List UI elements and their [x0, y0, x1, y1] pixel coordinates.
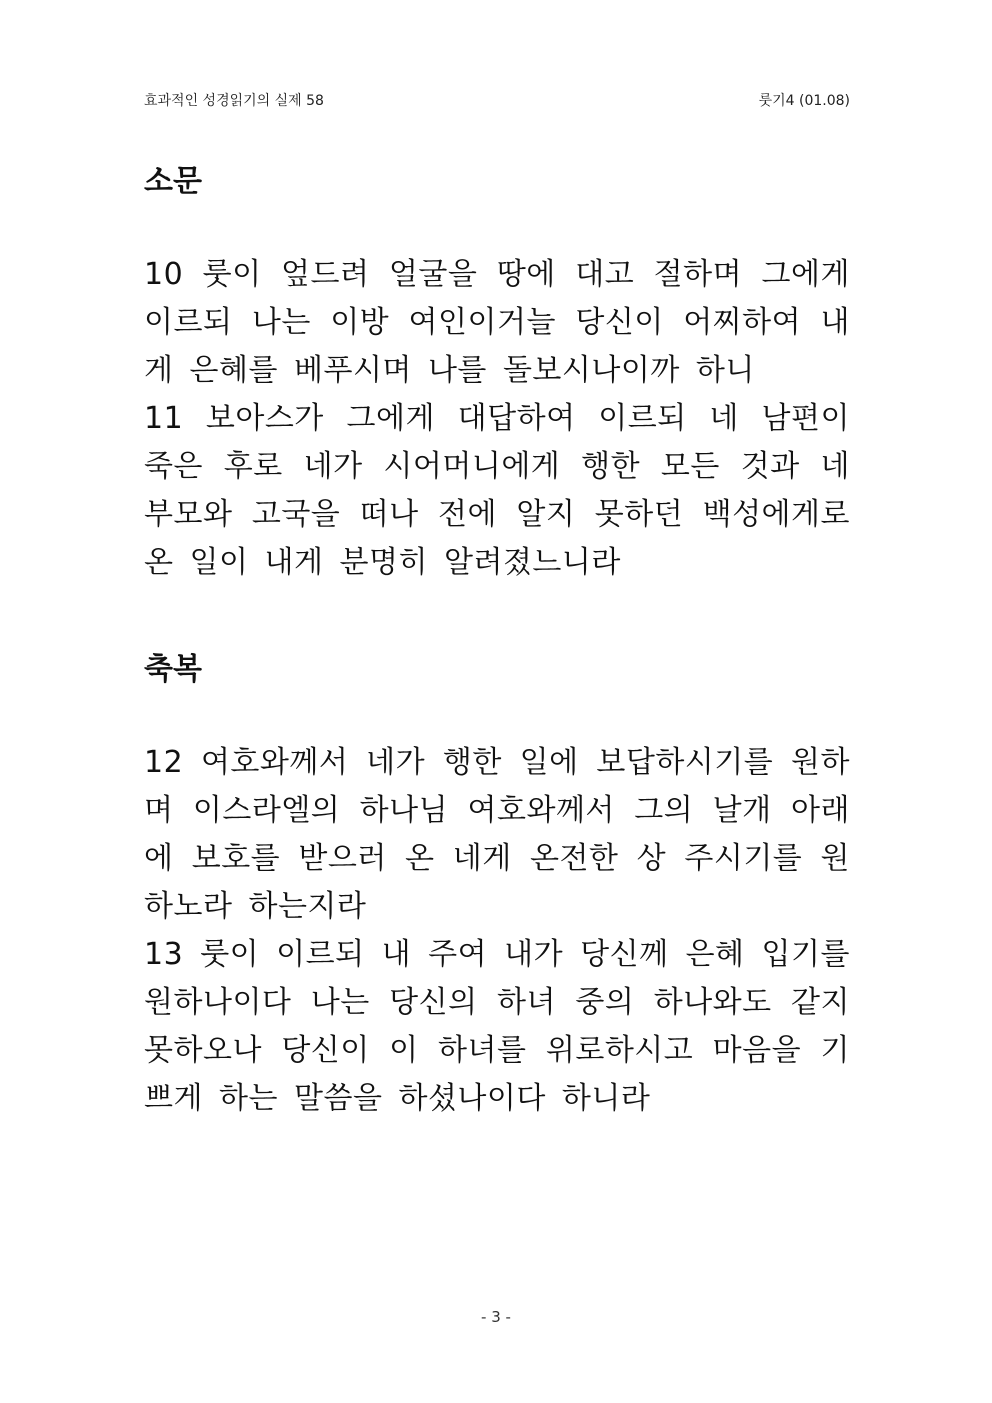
section-title-rumor: 소문 [144, 164, 202, 199]
header-chapter-date: 룻기4 (01.08) [758, 93, 850, 109]
verse-block-blessing [144, 739, 850, 1123]
verse-11: 11 보아스가 그에게 대답하여 이르되 네 남편이 죽은 후로 네가 시어머니에게 행한 모든 것과 네 부모와 고국을 떠나 전에 알지 못하던 백성에게로 온 일이 내게 분명히 알려졌느니라 [144, 401, 850, 580]
verse-13: 13 룻이 이르되 내 주여 내가 당신께 은혜 입기를 원하나이다 나는 당신의 하녀 중의 하나와도 같지 못하오나 당신이 이 하녀를 위로하시고 마음을 기쁘게 하는 말씀을 하셨나이다 하니라 [144, 937, 850, 1116]
header-title: 효과적인 성경읽기의 실제 58 [144, 93, 324, 109]
verse-10: 10 룻이 엎드려 얼굴을 땅에 대고 절하며 그에게 이르되 나는 이방 여인이거늘 당신이 어찌하여 내게 은혜를 베푸시며 나를 돌보시나이까 하니 [144, 257, 850, 388]
page-content [144, 155, 850, 1123]
page-header [144, 88, 850, 112]
page-number: - 3 - [481, 1308, 511, 1326]
verse-block-rumor [144, 251, 850, 587]
section-title-blessing: 축복 [144, 652, 202, 687]
verse-12: 12 여호와께서 네가 행한 일에 보답하시기를 원하며 이스라엘의 하나님 여호와께서 그의 날개 아래에 보호를 받으러 온 네게 온전한 상 주시기를 원하노라 하는지라 [144, 745, 850, 924]
